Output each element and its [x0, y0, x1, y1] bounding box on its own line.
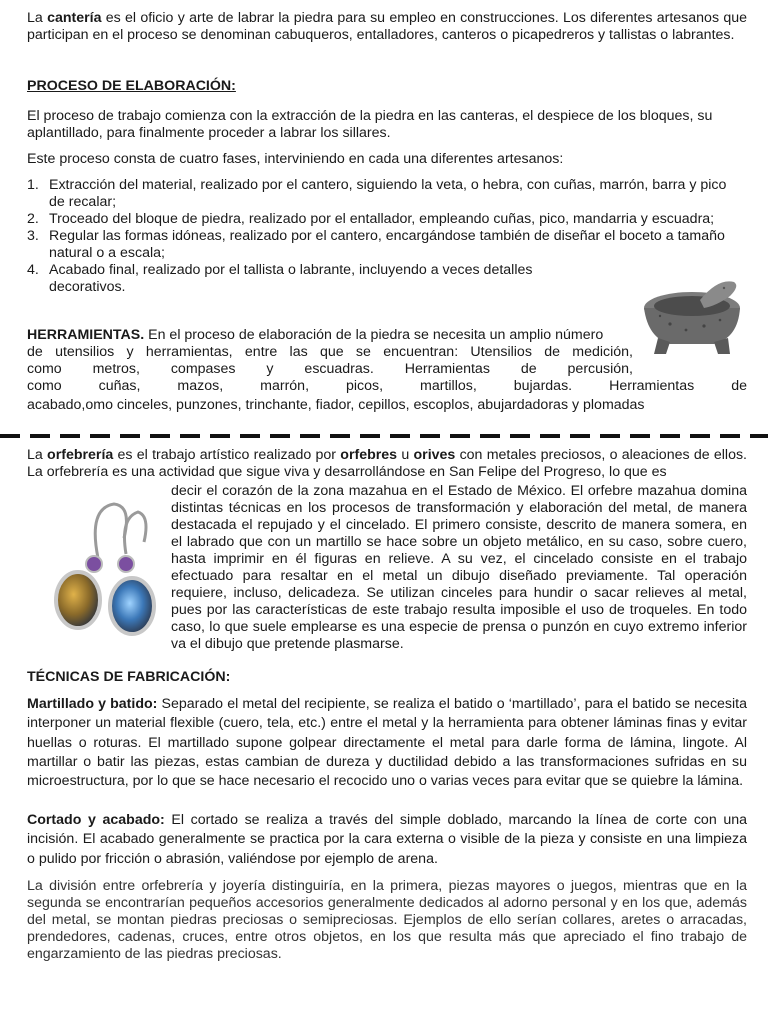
earrings-image	[28, 498, 164, 638]
list-item: 2. Troceado del bloque de piedra, realizado por el entallador, empleando cuñas, pico, mandarria y escuadra;	[27, 211, 715, 227]
section-heading-tecnicas: TÉCNICAS DE FABRICACIÓN:	[27, 669, 231, 685]
list-item: 4. Acabado final, realizado por el tallista o labrante, incluyendo a veces detalles decorativos.	[27, 262, 533, 295]
section-divider	[0, 434, 768, 438]
martillado-paragraph: Martillado y batido: Separado el metal del recipiente, se realiza el batido o ‘martillado’, para el batido se necesita interponer un material flexible (cuero, tela, etc.) entre el metal y la herramienta para obtener láminas finas y evitar huellas o roturas. El martillado supone golpear directamente el metal para darle forma de lámina, lingote. Al martillar o batir las piezas, estas cambian de dureza y ductilidad debido a las transformaciones sufridas en su microestructura, por lo que se hace necesario el recocido uno o varias veces para evitar que se quiebre la lámina.	[27, 696, 747, 790]
herramientas-line-5: acabado,omo cinceles, punzones, trinchante, fiador, cepillos, escoplos, abujardadoras y plomadas	[27, 397, 645, 413]
list-item: 3. Regular las formas idóneas, realizado por el cantero, encargándose también de diseñar el boceto a tamaño natural o a escala;	[27, 228, 725, 261]
cortado-paragraph: Cortado y acabado: El cortado se realiza a través del simple doblado, marcando la línea de corte con una incisión. El acabado generalmente se practica por la cara externa o visible de la pieza y consiste en una limpieza o pulido por fricción o abrasión, valiéndose por ejemplo de arena.	[27, 812, 747, 867]
orfebreria-intro: La orfebrería es el trabajo artístico realizado por orfebres u orives con metales preciosos, o aleaciones de ellos. La orfebrería es una actividad que sigue viva y desarrollándose en San Felipe del Progreso, lo que es	[27, 447, 747, 480]
intro-paragraph: La cantería es el oficio y arte de labrar la piedra para su empleo en construcciones. Los diferentes artesanos que participan en el proceso se denominan cabuqueros, entalladores, canteros o picapedreros y tallistas o labrantes.	[27, 10, 747, 43]
division-paragraph: La división entre orfebrería y joyería distinguiría, en la primera, piezas mayores o juegos, mientras que en la segunda se encontrarían pequeños accesorios generalmente dedicados al adorno personal y en los que, además del metal, se montan piedras preciosas o semipreciosas. Ejemplos de ello serían collares, aretes o arracadas, prendedores, cadenas, cruces, entre otros objetos, en los que resulta más que apreciado el fino trabajo de engarzamiento de las piedras preciosas.	[27, 878, 747, 962]
term-canteria: cantería	[47, 10, 102, 26]
proceso-paragraph-2: Este proceso consta de cuatro fases, interviniendo en cada una diferentes artesanos:	[27, 151, 564, 167]
proceso-steps-list	[27, 177, 747, 296]
herramientas-line-4: como cuñas, mazos, marrón, picos, martillos, bujardas. Herramientas de	[27, 378, 747, 394]
proceso-paragraph-1: El proceso de trabajo comienza con la extracción de la piedra en las canteras, el despiece de los bloques, su aplantillado, para finalmente proceder a labrar los sillares.	[27, 108, 713, 141]
herramientas-line-2: de utensilios y herramientas, entre las que se encuentran: Utensilios de medición,	[27, 344, 633, 360]
list-item: 1. Extracción del material, realizado por el cantero, siguiendo la veta, o hebra, con cuñas, marrón, barra y pico de recalar;	[27, 177, 727, 210]
herramientas-label: HERRAMIENTAS.	[27, 327, 145, 343]
section-heading-proceso: PROCESO DE ELABORACIÓN:	[27, 78, 236, 94]
herramientas-line-3: como metros, compases y escuadras. Herramientas de percusión,	[27, 361, 633, 377]
orfebreria-paragraph: decir el corazón de la zona mazahua en el Estado de México. El orfebre mazahua domina distintas técnicas en los procesos de transformación y elaboración del metal, de manera destacada el repujado y el cincelado. El primero consiste, descrito de manera somera, en el labrado que con un martillo se hace sobre un objeto metálico, en su caso, sobre cuero, hasta imprimir en él figuras en relieve. A su vez, el cincelado consiste en el trabajo efectuado para resaltar en el metal un dibujo diseñado previamente. Tal operación requiere, incluso, delicadeza. Se utilizan cinceles para hundir o sacar relieves al metal, pues por las características de este trabajo resulta imposible el uso de troqueles. En todo caso, lo que suele emplearse es una especie de prensa o punzón en cuyo extremo inferior va el dibujo que pretende plasmarse.	[171, 483, 747, 652]
herramientas-block: HERRAMIENTAS. En el proceso de elaboración de la piedra se necesita un amplio número de utensilios y herramientas, entre las que se encuentran: Utensilios de medición, como metros, compases y escuadras. Herramientas de percusión,	[27, 327, 633, 377]
molcajete-image	[640, 274, 744, 356]
